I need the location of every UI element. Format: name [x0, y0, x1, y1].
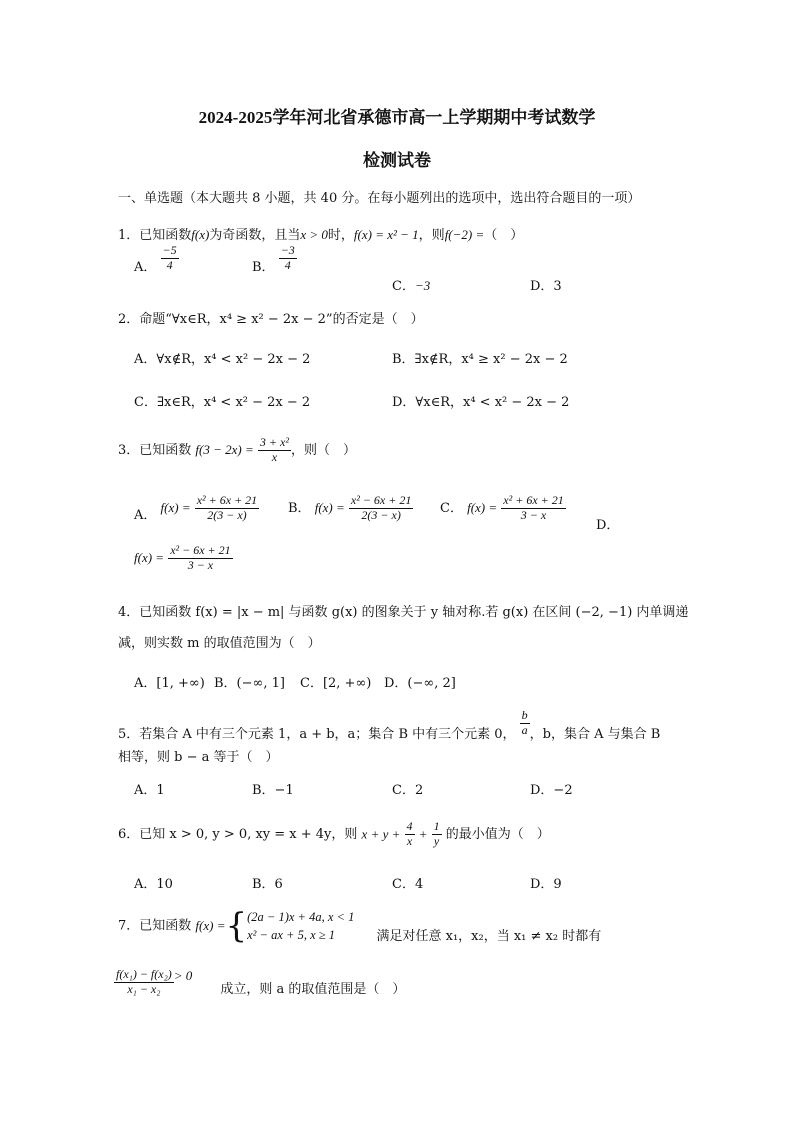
q7-text: 7．已知函数	[118, 918, 192, 934]
q5-option-c[interactable]: C．2	[392, 783, 424, 798]
q3-text2: ，则（ ）	[290, 442, 356, 458]
q5-fraction: $\frac{b}{a}$	[521, 708, 528, 737]
question-5	[118, 708, 661, 742]
q1-expr: f(x) = x² − 1	[353, 227, 419, 242]
q6-option-a[interactable]: A．10	[134, 877, 173, 892]
q1-text3: ，则	[418, 228, 445, 243]
q1-c-value: −3	[414, 278, 431, 293]
q6-option-d[interactable]: D．9	[530, 877, 562, 892]
q4-option-a[interactable]: A．[1, +∞)	[134, 676, 205, 691]
q2-option-b[interactable]: B．∃x∉R，x⁴ ≥ x² − 2x − 2	[392, 352, 568, 367]
q1-b-value: $\frac{-3}{4}$	[280, 243, 295, 272]
q2-option-c[interactable]: C．∃x∈R，x⁴ < x² − 2x − 2	[134, 395, 311, 410]
q1-cond: x > 0	[300, 227, 328, 242]
q6-plus: +	[418, 826, 428, 842]
q1-option-a[interactable]	[134, 243, 179, 275]
question-4-cont: 减，则实数 m 的取值范围为（ ）	[118, 636, 321, 651]
q3-option-c[interactable]	[440, 494, 566, 523]
option-label: A．	[134, 260, 157, 275]
q3-d-fraction: $\frac{\text{x² − 6x + 21}}{3 - x}$	[170, 543, 231, 572]
q3-option-d[interactable]	[134, 544, 233, 573]
question-5-cont: 相等，则 b − a 等于（ ）	[118, 750, 279, 765]
q3-lhs: f(3 − 2x) =	[195, 441, 254, 457]
q7-text3: 成立，则 a 的取值范围是（ ）	[220, 981, 406, 997]
option-label: C．	[392, 279, 415, 294]
question-7	[118, 906, 602, 947]
page-subtitle: 检测试卷	[363, 151, 431, 170]
q6-option-c[interactable]: C．4	[392, 877, 424, 892]
q3-b-f: f(x) =	[314, 499, 345, 515]
q5-option-b[interactable]: B．−1	[252, 783, 294, 798]
q3-c-f: f(x) =	[467, 499, 498, 515]
question-6	[118, 820, 550, 849]
q1-paren: （ ）	[484, 228, 524, 243]
q7-gt: > 0	[173, 968, 193, 983]
question-4: 4．已知函数 f(x) = |x − m| 与函数 g(x) 的图象关于 y 轴对称.若 g(x) 在区间 (−2, −1) 内单调递	[118, 605, 689, 620]
q3-option-a[interactable]	[134, 494, 259, 523]
q6-text2: 的最小值为（ ）	[445, 826, 550, 842]
q6-text: 6．已知 x > 0, y > 0, xy = x + 4y，则	[118, 826, 358, 842]
q5-text: 5．若集合 A 中有三个元素 1，a + b，a；集合 B 中有三个元素 0，	[118, 727, 516, 742]
q1-func: f(x)	[191, 227, 210, 242]
q2-option-a[interactable]: A．∀x∉R，x⁴ < x² − 2x − 2	[134, 352, 311, 367]
section-header: 一、单选题（本大题共 8 小题，共 40 分。在每小题列出的选项中，选出符合题目的一项）	[118, 191, 641, 206]
q4-option-b[interactable]: B．(−∞, 1]	[214, 676, 285, 691]
q6-expr: x + y +	[361, 826, 401, 842]
q7-fraction: $\frac{\text{f(x₁) − f(x₂)}}{\text{x₁ − x₂}}$	[116, 967, 172, 996]
q1-number: 1．已知函数	[118, 228, 192, 243]
q3-d-f: f(x) =	[134, 549, 165, 565]
q5-option-a[interactable]: A．1	[134, 783, 165, 798]
q1-ask: f(−2) =	[444, 227, 485, 242]
q5-option-d[interactable]: D．−2	[530, 783, 573, 798]
q2-option-d[interactable]: D．∀x∈R，x⁴ < x² − 2x − 2	[392, 395, 570, 410]
question-7-cont	[114, 968, 405, 997]
question-1	[118, 224, 523, 243]
q7-f: f(x) =	[195, 918, 226, 934]
q7-cases: (2a − 1)x + 4a, x < 1 x² − ax + 5, x ≥ 1	[247, 910, 355, 943]
page-title: 2024-2025学年河北省承德市高一上学期期中考试数学	[198, 108, 596, 127]
q3-text: 3．已知函数	[118, 442, 192, 458]
q3-fraction: $\frac{\text{3 + x²}}{x}$	[259, 435, 289, 464]
q1-a-value: $\frac{-5}{4}$	[162, 243, 177, 272]
option-label: C．	[440, 500, 463, 516]
option-label: A．	[134, 507, 157, 523]
question-2: 2．命题“∀x∈R，x⁴ ≥ x² − 2x − 2”的否定是（ ）	[118, 312, 424, 327]
q6-frac-4x: $\frac{4}{x}$	[406, 819, 413, 848]
q6-option-b[interactable]: B．6	[252, 877, 283, 892]
q1-option-d[interactable]: D．3	[530, 279, 562, 294]
q1-text2: 时，	[327, 228, 354, 243]
q3-a-f: f(x) =	[160, 499, 191, 515]
q7-text2: 满足对任意 x₁，x₂，当 x₁ ≠ x₂ 时都有	[376, 929, 602, 945]
q4-option-c[interactable]: C．[2, +∞)	[300, 676, 372, 691]
option-label: B．	[252, 260, 275, 275]
q1-option-b[interactable]	[252, 243, 297, 275]
option-label: B．	[288, 500, 311, 516]
q3-a-fraction: $\frac{\text{x² + 6x + 21}}{2(3 - x)}$	[196, 493, 258, 522]
q5-text2: ，b，集合 A 与集合 B	[529, 727, 661, 742]
q3-b-fraction: $\frac{\text{x² − 6x + 21}}{2(3 - x)}$	[350, 493, 412, 522]
q3-option-b[interactable]	[288, 494, 413, 523]
question-3	[118, 436, 356, 465]
q1-text: 为奇函数，且当	[209, 228, 301, 243]
q3-option-d-label[interactable]: D．	[596, 518, 620, 533]
q3-c-fraction: $\frac{\text{x² + 6x + 21}}{3 - x}$	[503, 493, 564, 522]
left-brace-icon: {	[225, 906, 248, 947]
q6-frac-1y: $\frac{1}{y}$	[433, 819, 440, 848]
q4-option-d[interactable]: D．(−∞, 2]	[384, 676, 456, 691]
q1-option-c[interactable]	[392, 275, 430, 294]
